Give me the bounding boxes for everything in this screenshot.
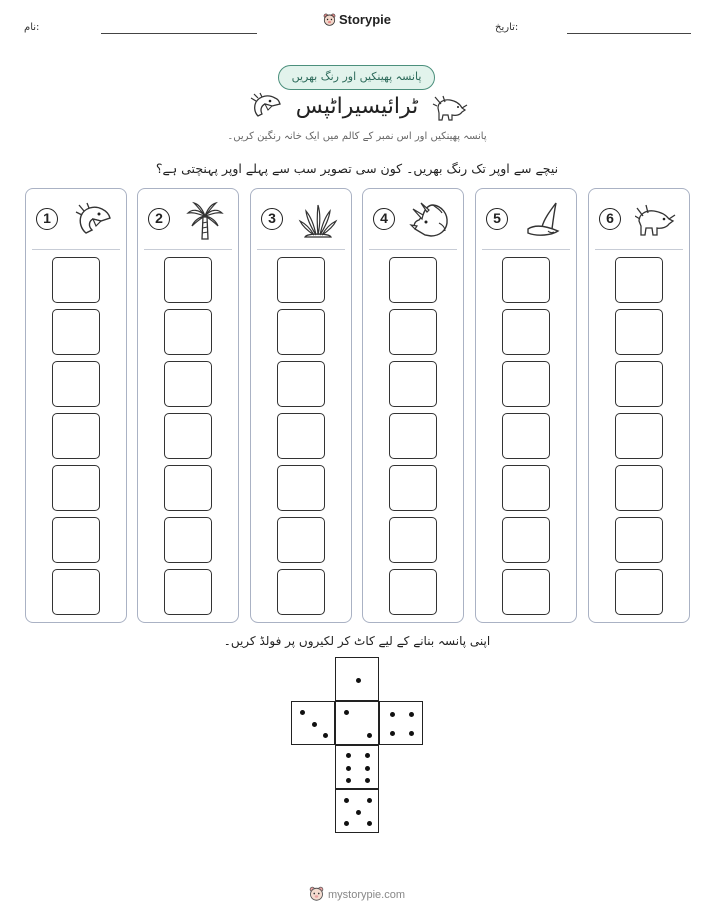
cell-stack	[52, 257, 100, 621]
color-cell[interactable]	[502, 309, 550, 355]
column-header	[589, 189, 689, 249]
color-cell[interactable]	[52, 361, 100, 407]
cell-stack	[164, 257, 212, 621]
date-label: تاریخ:	[495, 22, 519, 33]
dice-pip	[365, 753, 370, 758]
dice-pip	[356, 810, 361, 815]
color-cell[interactable]	[164, 517, 212, 563]
brand-name: Storypie	[338, 12, 391, 27]
dice-pip	[346, 778, 351, 783]
color-cell[interactable]	[389, 465, 437, 511]
color-cell[interactable]	[389, 257, 437, 303]
color-cell[interactable]	[277, 257, 325, 303]
dice-pip	[390, 731, 395, 736]
dice-pip	[300, 710, 305, 715]
color-cell[interactable]	[389, 413, 437, 459]
color-cell[interactable]	[615, 413, 663, 459]
column-5	[475, 188, 577, 623]
dice-pip	[367, 798, 372, 803]
color-cell[interactable]	[52, 465, 100, 511]
triceratops-icon	[635, 201, 677, 241]
color-cell[interactable]	[277, 309, 325, 355]
dice-pip	[390, 712, 395, 717]
color-cell[interactable]	[164, 465, 212, 511]
dice-face-3	[291, 701, 335, 745]
dice-pip	[344, 710, 349, 715]
color-cell[interactable]	[164, 361, 212, 407]
dice-pip	[312, 722, 317, 727]
bear-logo-icon	[323, 13, 336, 26]
color-cell[interactable]	[277, 361, 325, 407]
dice-pip	[365, 766, 370, 771]
color-cell[interactable]	[615, 465, 663, 511]
color-cell[interactable]	[615, 309, 663, 355]
color-cell[interactable]	[389, 361, 437, 407]
color-cell[interactable]	[615, 361, 663, 407]
color-cell[interactable]	[502, 517, 550, 563]
bear-logo-icon	[309, 886, 324, 901]
color-cell[interactable]	[277, 517, 325, 563]
cell-stack	[389, 257, 437, 621]
column-divider	[369, 249, 457, 250]
dice-pip	[323, 733, 328, 738]
color-cell[interactable]	[52, 569, 100, 615]
dice-pip	[346, 753, 351, 758]
color-cell[interactable]	[277, 413, 325, 459]
color-cell[interactable]	[52, 517, 100, 563]
column-divider	[32, 249, 120, 250]
column-3	[250, 188, 352, 623]
dice-pip	[356, 678, 361, 683]
color-cell[interactable]	[164, 413, 212, 459]
column-divider	[257, 249, 345, 250]
dice-pip	[409, 731, 414, 736]
color-cell[interactable]	[389, 569, 437, 615]
footer-url[interactable]: mystorypie.com	[327, 889, 406, 901]
column-6	[588, 188, 690, 623]
color-cell[interactable]	[615, 569, 663, 615]
dice-face-6	[335, 745, 379, 789]
color-cell[interactable]	[502, 413, 550, 459]
color-cell[interactable]	[52, 257, 100, 303]
color-cell[interactable]	[389, 517, 437, 563]
column-4	[362, 188, 464, 623]
dice-pip	[346, 766, 351, 771]
palm-tree-icon	[184, 201, 226, 241]
color-cell[interactable]	[164, 309, 212, 355]
column-number: 1	[36, 208, 58, 230]
color-cell[interactable]	[52, 413, 100, 459]
column-number: 4	[373, 208, 395, 230]
fern-bush-icon	[297, 201, 339, 241]
column-divider	[595, 249, 683, 250]
name-label: نام:	[24, 22, 40, 33]
instructions-subtitle: پانسہ پھینکیں اور اس نمبر کے کالم میں ایک خانہ رنگین کریں۔	[227, 131, 487, 142]
brand-logo	[0, 12, 714, 27]
dice-pip	[409, 712, 414, 717]
column-number: 6	[599, 208, 621, 230]
page-title: ٹرائیسیراٹپس	[295, 94, 419, 119]
horn-icon	[522, 201, 564, 241]
column-header	[476, 189, 576, 249]
cell-stack	[277, 257, 325, 621]
color-cell[interactable]	[164, 569, 212, 615]
bird-head-icon	[72, 201, 114, 241]
cell-stack	[615, 257, 663, 621]
dice-pip	[365, 778, 370, 783]
color-cell[interactable]	[277, 465, 325, 511]
column-header	[251, 189, 351, 249]
column-header	[138, 189, 238, 249]
color-cell[interactable]	[502, 361, 550, 407]
dice-pip	[367, 733, 372, 738]
name-line[interactable]	[101, 33, 257, 34]
dice-face-1	[335, 657, 379, 701]
column-1	[25, 188, 127, 623]
activity-tag: پانسہ پھینکیں اور رنگ بھریں	[278, 65, 435, 90]
color-cell[interactable]	[502, 465, 550, 511]
column-2	[137, 188, 239, 623]
triceratops-head-icon	[409, 201, 451, 241]
dice-face-2	[335, 701, 379, 745]
dice-face-5	[335, 789, 379, 833]
question-text: نیچے سے اوپر تک رنگ بھریں۔ کون سی تصویر سب سے پہلے اوپر پہنچتی ہے؟	[155, 161, 559, 176]
color-cell[interactable]	[502, 257, 550, 303]
fold-instruction: اپنی پانسہ بنانے کے لیے کاٹ کر لکیروں پر فولڈ کریں۔	[223, 634, 491, 648]
column-number: 3	[261, 208, 283, 230]
column-header	[363, 189, 463, 249]
dice-pip	[344, 798, 349, 803]
color-cell[interactable]	[389, 309, 437, 355]
date-line[interactable]	[567, 33, 691, 34]
column-divider	[482, 249, 570, 250]
color-cell[interactable]	[164, 257, 212, 303]
color-cell[interactable]	[615, 257, 663, 303]
footer	[0, 886, 714, 901]
color-cell[interactable]	[615, 517, 663, 563]
cell-stack	[502, 257, 550, 621]
column-divider	[144, 249, 232, 250]
dice-pip	[344, 821, 349, 826]
dice-face-4	[379, 701, 423, 745]
dice-pip	[367, 821, 372, 826]
color-cell[interactable]	[52, 309, 100, 355]
color-cell[interactable]	[277, 569, 325, 615]
triceratops-title-icon	[432, 94, 468, 122]
color-cell[interactable]	[502, 569, 550, 615]
column-number: 2	[148, 208, 170, 230]
column-number: 5	[486, 208, 508, 230]
column-header	[26, 189, 126, 249]
